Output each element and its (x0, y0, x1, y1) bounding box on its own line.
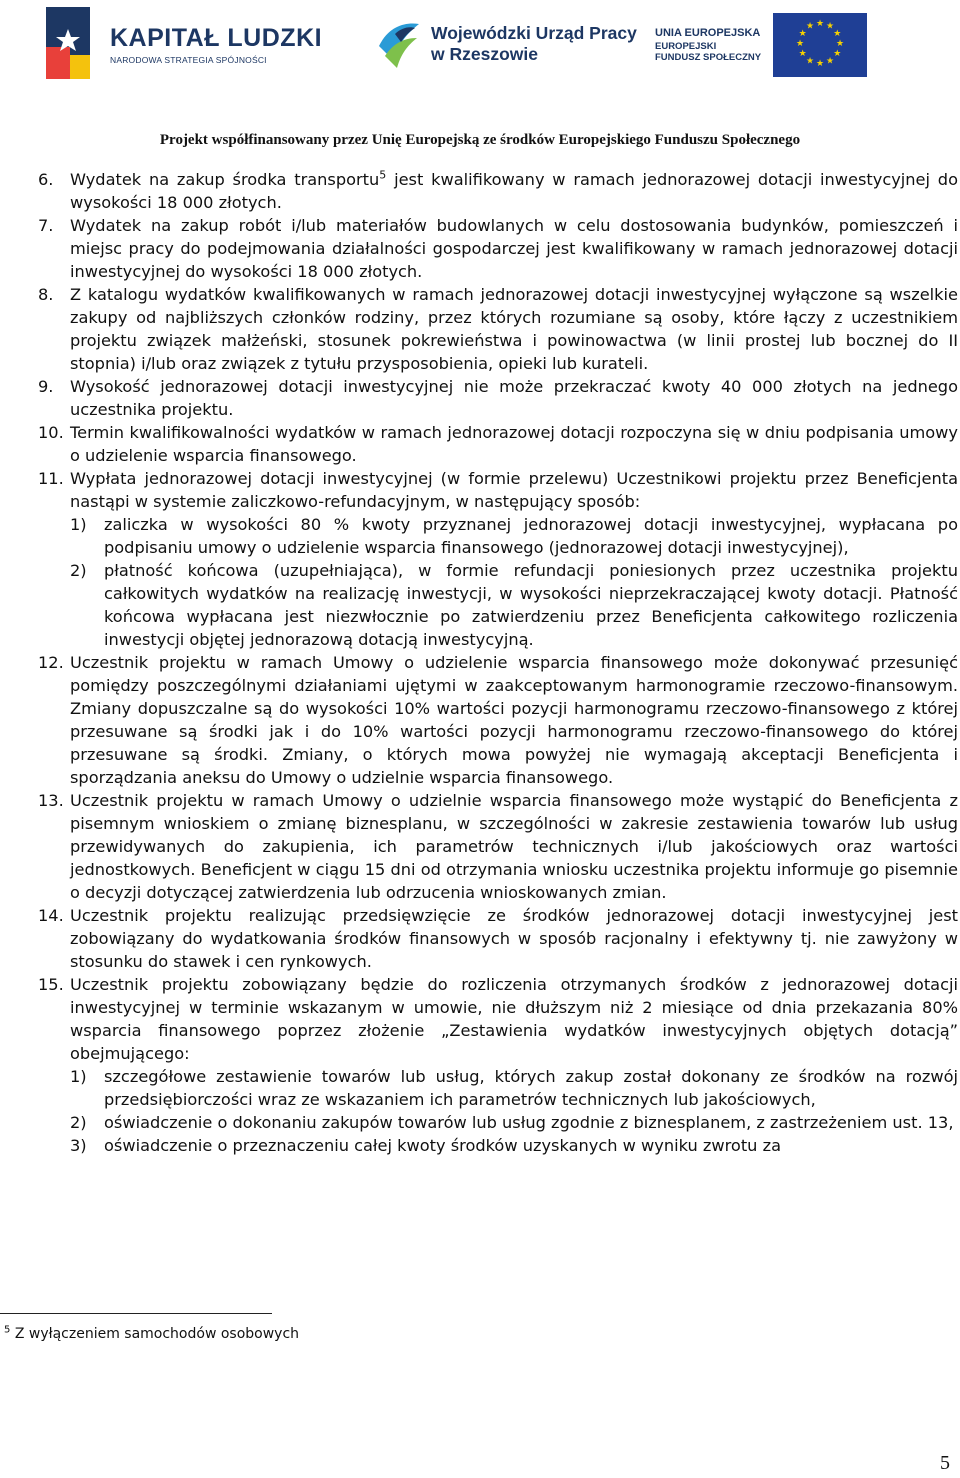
kapital-ludzki-subtitle: NARODOWA STRATEGIA SPÓJNOŚCI (110, 54, 267, 65)
svg-text:★: ★ (806, 56, 815, 67)
svg-text:★: ★ (796, 39, 805, 49)
wup-line-2: w Rzeszowie (431, 44, 538, 64)
list-item-10 (38, 421, 958, 467)
svg-text:★: ★ (826, 21, 835, 32)
footnote-marker: 5 (4, 1324, 11, 1336)
item-text: Wypłata jednorazowej dotacji inwestycyjnej (w formie przelewu) Uczestnikowi projektu przez Beneficjenta nastąpi w systemie zaliczkowo-refundacyjnym, w następujący sposób: (70, 469, 958, 511)
sub-item (70, 1134, 958, 1157)
kapital-ludzki-emblem-icon (40, 7, 96, 81)
svg-text:★: ★ (806, 21, 815, 32)
wup-logo (375, 14, 637, 74)
list-item-15 (38, 973, 958, 1157)
kapital-ludzki-logo (40, 4, 322, 84)
item-6-text-a: Wydatek na zakup środka transportu (70, 170, 380, 189)
list-item-14 (38, 904, 958, 973)
sub-item (70, 1065, 958, 1111)
item-text: Wysokość jednorazowej dotacji inwestycyjnej nie może przekraczać kwoty 40 000 złotych na jednego uczestnika projektu. (70, 377, 958, 419)
item-text: Uczestnik projektu w ramach Umowy o udzielnie wsparcia finansowego może wystąpić do Beneficjenta z pisemnym wnioskiem o zmianę biznesplanu, w szczególności w zakresie zestawienia towarów lub usług przewidywanych do zakupienia, ich parametrów technicznych i/lub jakościowych oraz wartości jednostkowych. Beneficjent w ciągu 15 dni od otrzymania wniosku uczestnika projektu informuje go pisemnie o decyzji dotyczącej zatwierdzenia lub odrzucenia wnioskowanych zmian. (70, 791, 958, 902)
list-item-12 (38, 651, 958, 789)
wup-emblem-icon (375, 16, 423, 72)
sub-item-number: 2) (70, 1113, 87, 1132)
kapital-ludzki-title: KAPITAŁ LUDZKI (110, 23, 323, 52)
eu-logo (655, 12, 867, 78)
sub-item-text: szczegółowe zestawienie towarów lub usług, których zakup został dokonany ze środków na rozwój przedsiębiorczości wraz ze wskazaniem ich parametrów technicznych lub jakościowych, (104, 1067, 958, 1109)
wup-line-1: Wojewódzki Urząd Pracy (431, 23, 637, 43)
sub-item-text: oświadczenie o przeznaczeniu całej kwoty środków uzyskanych w wyniku zwrotu za (104, 1136, 781, 1155)
item-number: 13. (38, 791, 64, 810)
item-number: 15. (38, 975, 64, 994)
list-item-9 (38, 375, 958, 421)
page-number: 5 (940, 1452, 950, 1474)
item-6-text-b: jest kwalifikowany w ramach jednorazowej dotacji inwestycyjnej do wysokości 18 000 złotych. (70, 170, 958, 212)
sub-item-number: 3) (70, 1136, 87, 1155)
sub-item-text: płatność końcowa (uzupełniająca), w formie refundacji poniesionych przez uczestnika projektu całkowitych wydatków na realizację inwestycji, w wysokości nieprzekraczającej kwoty dotacji. Płatność końcowa wypłacana jest niezwłocznie po zatwierdzeniu przez Beneficjenta całkowitego rozliczenia inwestycji objętej jednorazową dotacją inwestycyjną. (104, 561, 958, 649)
eu-line-2: EUROPEJSKI (655, 41, 717, 52)
list-item-8 (38, 283, 958, 375)
item-text: Wydatek na zakup robót i/lub materiałów budowlanych w celu dostosowania budynków, pomieszczeń i miejsc pracy do podejmowania działalności gospodarczej jest kwalifikowany w ramach jednorazowej dotacji inwestycyjnej do wysokości 18 000 złotych. (70, 216, 958, 281)
sub-item-number: 2) (70, 561, 87, 580)
item-text: Uczestnik projektu realizując przedsięwzięcie ze środków jednorazowej dotacji inwestycyjnej jest zobowiązany do wydatkowania środków finansowych w sposób racjonalny i efektywny tj. nie zawyżony w stosunku do stawek i cen rynkowych. (70, 906, 958, 971)
item-number: 7. (38, 216, 54, 235)
item-text: Uczestnik projektu zobowiązany będzie do rozliczenia otrzymanych środków z jednorazowej dotacji inwestycyjnej w terminie wskazanym w umowie, nie dłuższym niż 2 miesiące od dnia przekazania 80% wsparcia finansowego poprzez złożenie „Zestawienia wydatków inwestycyjnych objętych dotacją” obejmującego: (70, 975, 958, 1063)
sub-item (70, 559, 958, 651)
item-content (70, 973, 958, 1157)
svg-text:★: ★ (816, 59, 825, 69)
list-item-6 (38, 168, 958, 214)
regulation-body (38, 168, 958, 1157)
item-text: Termin kwalifikowalności wydatków w ramach jednorazowej dotacji rozpoczyna się w dniu podpisania umowy o udzielenie wsparcia finansowego. (70, 423, 958, 465)
item-text (70, 168, 958, 214)
list-item-7 (38, 214, 958, 283)
footnote-divider (0, 1313, 272, 1314)
sub-item (70, 1111, 958, 1134)
item-content (70, 467, 958, 651)
item-text: Z katalogu wydatków kwalifikowanych w ramach jednorazowej dotacji inwestycyjnej wyłączone są wszelkie zakupy od najbliższych członków rodziny, przez których rozumiane są osoby, które łączy z uczestnikiem projektu związek małżeński, stosunek pokrewieństwa i powinowactwa (w linii prostej lub bocznej do II stopnia) i/lub oraz związek z tytułu przysposobienia, opieki lub kurateli. (70, 285, 958, 373)
svg-text:★: ★ (816, 19, 825, 29)
sub-item-text: zaliczka w wysokości 80 % kwoty przyznanej jednorazowej dotacji inwestycyjnej, wypłacana po podpisaniu umowy o udzielenie wsparcia finansowego (jednorazowej dotacji inwestycyjnej), (104, 515, 958, 557)
item-number: 12. (38, 653, 64, 672)
list-item-13 (38, 789, 958, 904)
footnote (4, 1326, 299, 1342)
item-number: 6. (38, 170, 54, 189)
svg-text:★: ★ (833, 29, 842, 39)
sub-item-number: 1) (70, 1067, 87, 1086)
item-number: 14. (38, 906, 64, 925)
item-text: Uczestnik projektu w ramach Umowy o udzielenie wsparcia finansowego może dokonywać przesunięć pomiędzy poszczególnymi działaniami ujętymi w zaakceptowanym harmonogramie rzeczowo-finansowym. Zmiany dopuszczalne są do wysokości 10% wartości pozycji harmonogramu rzeczowo-finansowego z której przesuwane są środki jak i do 10% wartości pozycji harmonogramu rzeczowo-finansowego do której przesuwane są środki. Zmiany, o których mowa powyżej nie wymagają akceptacji Beneficjenta i sporządzania aneksu do Umowy o udzielnie wsparcia finansowego. (70, 653, 958, 787)
item-number: 10. (38, 423, 64, 442)
list-item-11 (38, 467, 958, 651)
sub-item (70, 513, 958, 559)
svg-text:★: ★ (826, 56, 835, 67)
svg-text:★: ★ (833, 49, 842, 59)
item-number: 9. (38, 377, 54, 396)
item-number: 11. (38, 469, 64, 488)
eu-flag-icon (773, 13, 867, 77)
svg-text:★: ★ (798, 49, 807, 59)
eu-line-1: UNIA EUROPEJSKA (655, 27, 761, 39)
cofinancing-note: Projekt współfinansowany przez Unię Europejską ze środków Europejskiego Funduszu Społecznego (159, 132, 801, 148)
svg-text:★: ★ (798, 29, 807, 39)
item-number: 8. (38, 285, 54, 304)
sub-item-number: 1) (70, 515, 87, 534)
footnote-ref: 5 (379, 168, 387, 182)
eu-line-3: FUNDUSZ SPOŁECZNY (655, 52, 762, 63)
sub-item-text: oświadczenie o dokonaniu zakupów towarów lub usług zgodnie z biznesplanem, z zastrzeżeniem ust. 13, (104, 1113, 954, 1132)
svg-text:★: ★ (836, 39, 845, 49)
footnote-text: Z wyłączeniem samochodów osobowych (10, 1326, 300, 1342)
